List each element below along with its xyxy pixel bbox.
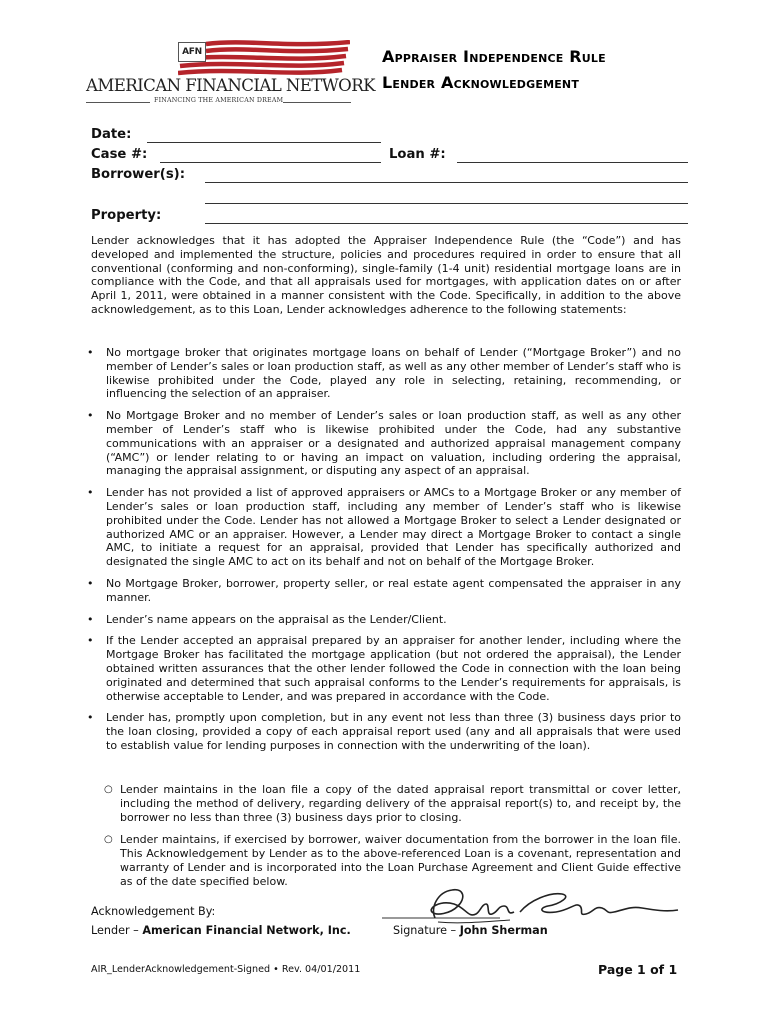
loan-label: Loan #: [389,147,446,162]
statement-text: No Mortgage Broker, borrower, property seller, or real estate agent compensated the appraiser in any manner. [106,576,681,604]
statement-item [84,634,681,703]
date-field-line[interactable] [147,142,381,143]
borrower-field-line-1[interactable] [205,182,688,183]
lender-line [91,924,351,937]
statement-item [84,409,681,478]
statement-text: Lender has, promptly upon completion, but in any event not less than three (3) business days prior to the loan closing, provided a copy of each appraisal report used (any and all appraisals that were used to establish value for lending purposes in connection with the underwriting of the loan). [106,711,681,752]
footer-doc-info [91,964,360,975]
tagline-rule-left [86,102,150,103]
signature-line [393,924,548,937]
company-tagline: FINANCING THE AMERICAN DREAM [154,97,284,104]
statement-text: If the Lender accepted an appraisal prepared by an appraiser for another lender, including where the Mortgage Broker has facilitated the mortgage application (but not ordered the appraisal), the Lender obtained written assurances that the other lender followed the Code in connection with the loan being originated and determined that such appraisal conforms to the Lender’s requirements for appraisals, is otherwise acceptable to Lender, and was prepared in accordance with the Code. [106,634,681,703]
lender-prefix: Lender – [91,924,143,937]
intro-paragraph: Lender acknowledges that it has adopted the Appraiser Independence Rule (the “Code”) and has developed and implemented the structure, policies and procedures required in order to ensure that all conventional (conforming and non-conforming), single-family (1-4 unit) residential mortgage loans are in compliance with the Code, and that all appraisals used for mortgages, with application dates on or after April 1, 2011, were obtained in a manner consistent with the Code. Specifically, in addition to the above acknowledgement, as to this Loan, Lender acknowledges adherence to the following statements: [91,234,681,316]
footer-doc-id: AIR_LenderAcknowledgement-Signed [91,964,271,975]
case-field-line[interactable] [160,162,381,163]
company-logo [86,40,375,106]
tagline-row [86,97,351,107]
company-name: AMERICAN FINANCIAL NETWORK [86,76,375,95]
sub-statement-text: Lender maintains in the loan file a copy of the dated appraisal report transmittal or cover letter, including the method of delivery, regarding delivery of the appraisal report(s) to, and receipt by, the borrower no less than three (3) business days prior to closing. [120,783,681,824]
lender-name: American Financial Network, Inc. [142,924,351,937]
property-field-line[interactable] [205,223,688,224]
signature-prefix: Signature – [393,924,460,937]
bullet-dot-icon: • [87,711,94,725]
signer-name: John Sherman [459,924,548,937]
statement-item [84,486,681,569]
sub-statement-list [101,783,681,898]
footer-separator: • [273,964,279,975]
afn-logo-box: AFN [178,42,206,62]
footer-revision: Rev. 04/01/2011 [281,964,361,975]
bullet-dot-icon: • [87,346,94,359]
title-line-2: Lender Acknowledgement [382,73,580,92]
borrower-label: Borrower(s): [91,167,185,182]
borrower-field-line-2[interactable] [205,203,688,204]
sub-statement-item [101,833,681,888]
property-label: Property: [91,208,162,223]
case-label: Case #: [91,147,148,162]
sub-statement-text: Lender maintains, if exercised by borrower, waiver documentation from the borrower in the loan file. This Acknowledgement by Lender as to the above-referenced Loan is a covenant, representation and warranty of Lender and is incorporated into the Loan Purchase Agreement and Client Guide effective as of the date specified below. [120,833,681,888]
sub-statement-item [101,783,681,824]
loan-field-line[interactable] [457,162,688,163]
statement-list [84,346,681,761]
circle-bullet-icon: ○ [104,784,113,795]
statement-item [84,577,681,605]
statement-item [84,613,681,627]
acknowledgement-label: Acknowledgement By: [91,905,216,918]
title-line-1: Appraiser Independence Rule [382,47,606,66]
statement-item [84,346,681,401]
bullet-dot-icon: • [87,576,94,590]
bullet-dot-icon: • [87,486,94,500]
document-title [382,44,702,96]
statement-text: Lender’s name appears on the appraisal as the Lender/Client. [106,612,447,626]
statement-text: No Mortgage Broker and no member of Lender’s sales or loan production staff, as well as any other member of Lender’s staff who is likewise prohibited under the Code, had any substantive communications with an appraiser or a designated and authorized appraisal management company (“AMC”) or lender relating to or having an impact on valuation, including ordering the appraisal, managing the appraisal assignment, or disputing any aspect of an appraisal. [106,409,681,478]
bullet-dot-icon: • [87,409,94,423]
bullet-dot-icon: • [87,612,94,626]
page-number: Page 1 of 1 [598,962,678,977]
circle-bullet-icon: ○ [104,834,113,846]
bullet-dot-icon: • [87,634,94,648]
statement-item [84,711,681,752]
tagline-rule-right [283,102,351,103]
statement-text: No mortgage broker that originates mortgage loans on behalf of Lender (“Mortgage Broker”) and no member of Lender’s sales or loan production staff, as well as any other member of Lender’s staff who is likewise prohibited under the Code, played any role in selecting, retaining, recommending, or influencing the selection of an appraiser. [106,346,681,401]
statement-text: Lender has not provided a list of approved appraisers or AMCs to a Mortgage Broker or any member of Lender’s sales or loan production staff, including any member of Lender’s staff who is likewise prohibited under the Code. Lender has not allowed a Mortgage Broker to select a Lender designated or authorized AMC or an appraiser. However, a Lender may direct a Mortgage Broker to contact a single AMC, to initiate a request for an appraisal, provided that Lender has specifically authorized and designated the single AMC to act on its behalf and not on behalf of the Mortgage Broker. [106,486,681,569]
date-label: Date: [91,127,132,142]
